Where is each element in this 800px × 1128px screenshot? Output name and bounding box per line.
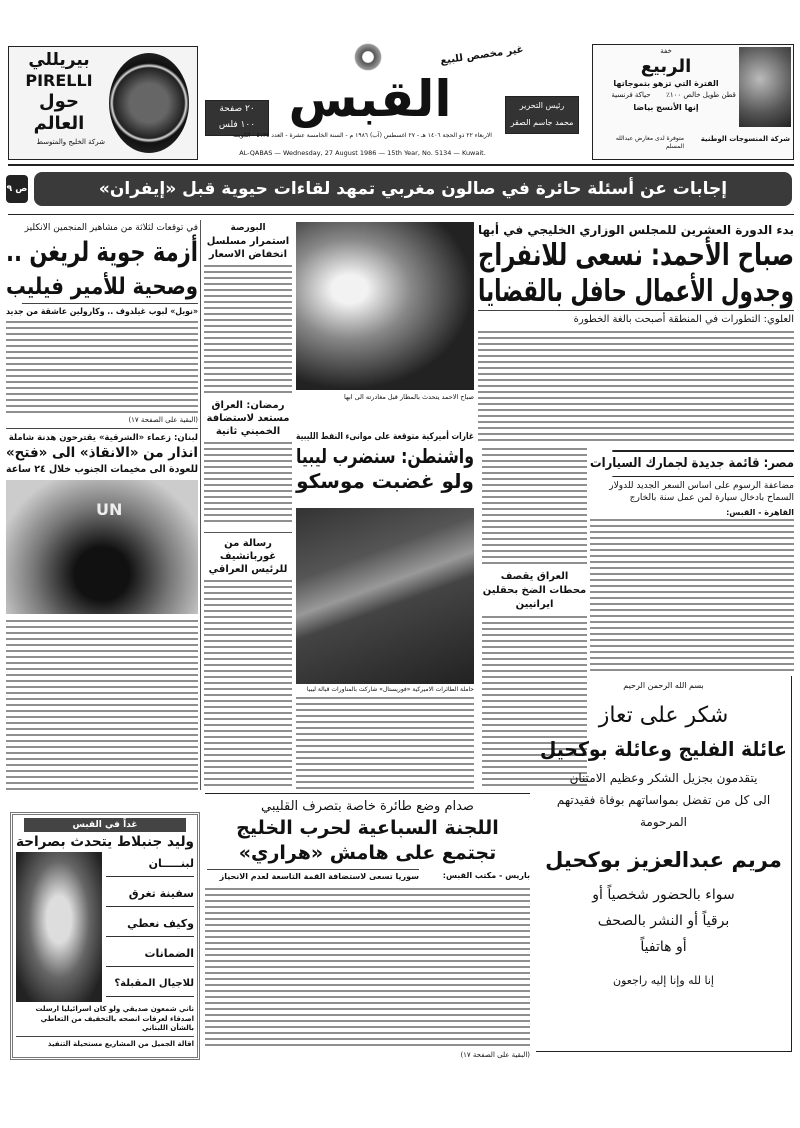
lebanon-headline-1: انذار من «الانقاذ» الى «فتح» (6, 445, 198, 461)
lead-body-text (478, 331, 794, 444)
libya-photo-caption: حاملة الطائرات الاميركية «فوريستال» شاركت بالمناورات قبالة ليبيا (306, 686, 474, 693)
lead-column (478, 222, 794, 444)
jumblatt-body (16, 852, 194, 1002)
libya-headline-2: ولو غضبت موسكو (296, 469, 474, 493)
rabie-feature-3: إنها الأنسج بياضا (633, 103, 699, 112)
gulf-kicker: صدام وضع طائرة خاصة بتصرف القليبي (261, 799, 474, 814)
gulf-subhead: سوريا تسعى لاستضافة القمة التاسعة لعدم الانحياز (207, 869, 419, 884)
bourse-column (204, 222, 292, 790)
jumblatt-box (10, 812, 200, 1060)
condolence-body-5: برقياً أو النشر بالصحف (597, 913, 730, 929)
lead-photo-caption: صباح الاحمد يتحدث بالمطار قبل مغادرته الى ابها (343, 393, 474, 401)
egypt-body-text (590, 519, 794, 672)
date-line-english: AL-QABAS — Wednesday, 27 August 1986 — 15th Year, No. 5134 — Kuwait. (239, 149, 486, 157)
banner-bar (34, 172, 792, 206)
lead-headline-2: وجدول الأعمال حافل بالقضايا (478, 274, 794, 309)
lead-kicker: بدء الدورة العشرين للمجلس الوزاري الخليجي في أبها (478, 223, 794, 237)
jumblatt-bullet-2: اقالة الجميل من المشاريع مستحيلة التنفيذ (16, 1036, 194, 1049)
jumblatt-bullet-1: ناني شمعون صديقي ولو كان اسرائيليا ارسلت اصدقاء لعرفات انصحه بالتخفيف من التعاطي بالشأن اللبناني (35, 1005, 194, 1032)
rabie-features-row (596, 91, 736, 100)
gorbachev-body-text (204, 580, 292, 790)
jumblatt-line-2: سفينة تغرق (106, 882, 194, 907)
date-line-arabic: الاربعاء ٢٢ ذو الحجة ١٤٠٦ هـ - ٢٧ اغسطس (آب) ١٩٨٦ م - السنة الخامسة عشرة - العدد ٥١٣٤ - الكويت (233, 132, 492, 139)
jumblatt-line-4: الضمانات (106, 942, 194, 967)
egypt-headline: مصر: قائمة جديدة لجمارك السيارات (612, 450, 794, 477)
price-box (205, 100, 269, 136)
aircraft-carrier-photo (296, 508, 474, 684)
jumblatt-headline: وليد جنبلاط يتحدث بصراحة (15, 834, 194, 850)
condolence-title-1: شكر على تعاز (598, 703, 729, 728)
rabie-stockist: متوفرة لدى معارض عبدالله المسلم (615, 135, 684, 150)
gulf-column (205, 797, 530, 1060)
gulf-headline-1: اللجنة السباعية لحرب الخليج (236, 817, 499, 839)
condolence-body-1: يتقدمون بجزيل الشكر وعظيم الامتنان (569, 771, 758, 785)
rabie-kicker: خفة (660, 47, 672, 55)
newspaper-logo: القبس (288, 70, 452, 128)
egypt-subhead: مضاعفة الرسوم على اساس السعر الجديد للدولار السماح بادخال سيارة لمن عمل سنة بالخارج (609, 481, 794, 503)
jumblatt-line-3: وكيف نعطي (106, 912, 194, 937)
pirelli-brand: PIRELLI (25, 71, 93, 90)
reagan-body-text (6, 321, 198, 413)
condolence-title-2: عائلة الفليج وعائلة بوكحيل (539, 737, 787, 761)
ramadan-body-text (204, 442, 292, 526)
rabie-ad-copy (596, 47, 736, 113)
un-vehicle-photo (6, 480, 198, 614)
condolence-body-4: سواء بالحضور شخصياً أو (592, 887, 735, 903)
lead-photo (296, 222, 474, 390)
jumblatt-lines (106, 852, 194, 1002)
left-column (6, 222, 198, 792)
lebanon-body-text (6, 620, 198, 792)
condolence-ad (536, 676, 792, 1052)
price: ١٠٠ فلس (218, 120, 256, 130)
pirelli-ad (8, 46, 198, 160)
reagan-headline-1: أزمة جوية لريغن .. (5, 237, 199, 268)
rabie-feature-1: قطن طويل خالص ١٠٠٪ (666, 91, 736, 99)
un-label: UN (96, 500, 123, 519)
rabie-tagline: الفترة التي تزهو بتموجاتها (613, 79, 719, 88)
rabie-feature-2: حياكة فرنسية (611, 91, 651, 99)
condolence-body-6: أو هاتفياً (640, 939, 687, 955)
lebanon-headline-2: للعودة الى مخيمات الجنوب خلال ٢٤ ساعة (5, 464, 198, 475)
section-rule (205, 793, 530, 794)
ramadan-headline: رمضان: العراق مستعد لاستضافة الخميني ثانية (206, 400, 290, 437)
rabie-company: شركة المنسوجات الوطنية (700, 135, 790, 143)
editor-name: محمد جاسم الصقر (510, 118, 574, 127)
gulf-body-text (205, 888, 530, 1048)
pirelli-arabic-brand: بيريللي (28, 50, 90, 70)
libya-kicker: غارات أميركية متوقعة على موانىء النفط الليبية (295, 432, 474, 442)
lead-headline-1: صباح الأحمد: نسعى للانفراج (477, 238, 794, 273)
logo-emblem-icon (353, 42, 383, 72)
rabie-title: الربيع (640, 56, 692, 77)
gulf-headline-2: تجتمع على هامش «هراري» (238, 842, 497, 864)
middle-body-text (482, 448, 587, 564)
pirelli-slogan-1: حول (39, 91, 79, 112)
egypt-dateline: القاهرة - القبس: (726, 508, 794, 517)
banner-headline: إجابات عن أسئلة حائرة في صالون مغربي تمهد لقاءات حيوية قبل «إيفران» (98, 179, 728, 199)
condolence-body-3: المرحومة (639, 815, 688, 829)
masthead-rule (8, 164, 794, 166)
gulf-subhead-row (205, 869, 530, 884)
lead-subhead: العلوي: التطورات في المنطقة أصبحت بالغة الخطورة (478, 310, 794, 327)
egypt-column (590, 450, 794, 672)
jumblatt-photo (16, 852, 102, 1002)
reagan-subhead: «نوبل» لبوب غيلدوف .. وكارولين عاشقة من جديد (22, 303, 198, 318)
deceased-name: مريم عبدالعزيز بوكحيل (545, 848, 782, 872)
column-rule (200, 220, 201, 790)
jumblatt-line-1: لبنـــــان (106, 852, 194, 877)
jumblatt-line-5: للاجيال المقبلة؟ (106, 972, 194, 997)
condolence-body-2: الى كل من تفضل بمواساتهم بوفاة فقيدتهم (556, 793, 771, 807)
tire-globe-image (109, 53, 189, 153)
not-for-sale-label: غير مخصص للبيع (439, 44, 525, 67)
libya-body-text (296, 697, 474, 790)
editor-box (505, 96, 579, 134)
pirelli-dealer: شركة الخليج والمتوسط (36, 138, 105, 146)
bourse-body-text (204, 265, 292, 393)
reagan-continued: (البقية على الصفحة ١٧) (128, 416, 198, 424)
banner-rule (8, 214, 794, 215)
editor-label: رئيس التحرير (519, 101, 565, 110)
pirelli-slogan-2: العالم (33, 113, 85, 134)
reagan-kicker: في توقعات لثلاثة من مشاهير المنجمين الانكليز (24, 223, 198, 233)
ad-model-photo (739, 47, 791, 127)
gorbachev-headline: رسالة من غورباتشيف للرئيس العراقي (204, 532, 292, 576)
bourse-section: البورصة (230, 223, 266, 233)
reagan-headline-2: وصحية للأمير فيليب (6, 274, 198, 300)
libya-headline-1: واشنطن: سنضرب ليبيا (295, 444, 474, 468)
lebanon-kicker: لبنان: زعماء «الشرقية» يقترحون هدنة شاملة (6, 428, 198, 444)
center-column (296, 222, 474, 790)
jumblatt-tag: غداً في القبس (24, 818, 186, 832)
gulf-dateline: باريس - مكتب القبس: (442, 871, 530, 880)
rabie-ad (592, 44, 794, 160)
page-count: ٢٠ صفحة (219, 104, 255, 114)
bourse-headline: استمرار مسلسل انخفاض الاسعار (206, 236, 290, 260)
banner-page-ref: ص ٩ (6, 175, 28, 203)
condolence-closing: إنا لله وإنا إليه راجعون (613, 974, 714, 987)
gulf-continued: (البقية على الصفحة ١٧) (460, 1051, 530, 1059)
iraq-headline: العراق يقصف محطات الضخ بحقلين ايرانيين (482, 571, 587, 610)
condolence-basmala: بسم الله الرحمن الرحيم (623, 681, 704, 690)
